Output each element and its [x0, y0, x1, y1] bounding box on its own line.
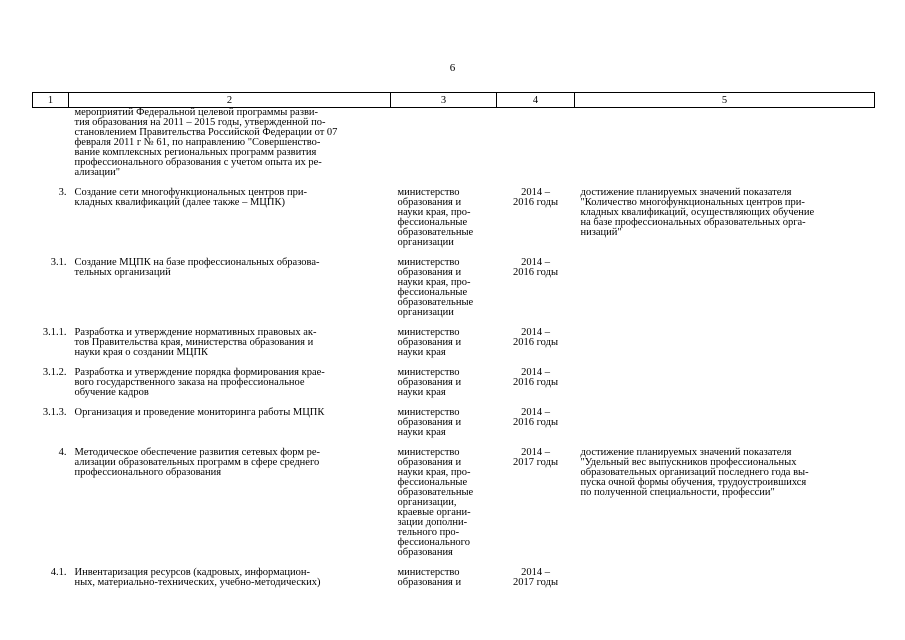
row-period: 2014 – 2017 годы	[512, 447, 558, 468]
row-executor: министерство образования и науки края	[397, 367, 462, 398]
row-number: 3.1.	[50, 257, 67, 268]
row-period: 2014 – 2016 годы	[512, 367, 558, 388]
table-row	[33, 328, 875, 368]
header-col-1: 1	[33, 93, 69, 108]
table-row	[33, 108, 875, 189]
row-result	[575, 328, 875, 368]
row-activity: Разработка и утверждение порядка формирования крае- вого государственного заказа на профессиональное обучение кадров	[74, 367, 325, 398]
row-result	[575, 258, 875, 328]
row-period: 2014 – 2016 годы	[512, 407, 558, 428]
row-activity: Создание МЦПК на базе профессиональных образова- тельных организаций	[74, 257, 320, 278]
header-row	[33, 93, 875, 108]
table-row	[33, 188, 875, 258]
row-executor: министерство образования и науки края, про- фессиональные образовательные организации, краевые органи- зации дополни- тельного про- фессионального образования	[397, 447, 474, 558]
row-executor: министерство образования и	[397, 567, 462, 588]
row-number	[33, 108, 69, 189]
page-number: 6	[449, 62, 456, 74]
row-period: 2014 – 2016 годы	[512, 327, 558, 348]
row-period: 2014 – 2016 годы	[512, 257, 558, 278]
header-col-3: 3	[391, 93, 497, 108]
table-row	[33, 568, 875, 598]
row-result	[575, 568, 875, 598]
row-executor: министерство образования и науки края, про- фессиональные образовательные организации	[397, 257, 474, 318]
row-executor: министерство образования и науки края	[397, 327, 462, 358]
row-number: 3.1.1.	[42, 327, 67, 338]
row-period	[497, 108, 575, 189]
header-col-4: 4	[497, 93, 575, 108]
row-executor: министерство образования и науки края, про- фессиональные образовательные организации	[397, 187, 474, 248]
row-result	[575, 368, 875, 408]
table-row	[33, 448, 875, 568]
row-result: достижение планируемых значений показателя "Количество многофункциональных центров при- кладных квалификаций, осуществляющих обучение на базе профессиональных образовательных орга- низаций"	[580, 187, 815, 238]
row-activity: Методическое обеспечение развития сетевых форм ре- ализации образовательных программ в сфере среднего профессионального образования	[74, 447, 321, 478]
table-row	[33, 368, 875, 408]
plan-table	[32, 92, 875, 598]
row-executor	[391, 108, 497, 189]
row-result	[575, 408, 875, 448]
row-executor: министерство образования и науки края	[397, 407, 462, 438]
header-col-5: 5	[575, 93, 875, 108]
row-activity: Создание сети многофункциональных центров при- кладных квалификаций (далее также – МЦПК)	[74, 187, 307, 208]
row-activity: Разработка и утверждение нормативных правовых ак- тов Правительства края, министерства образования и науки края о создании МЦПК	[74, 327, 317, 358]
row-result: достижение планируемых значений показателя "Удельный вес выпускников профессиональных образовательных организаций последнего года вы- пуска очной формы обучения, трудоустроившихся по полученной специальности, профессии"	[580, 447, 809, 498]
row-period: 2014 – 2017 годы	[512, 567, 558, 588]
row-number: 3.1.3.	[42, 407, 67, 418]
row-number: 4.	[58, 447, 67, 458]
table-row	[33, 258, 875, 328]
row-number: 3.	[58, 187, 67, 198]
table-row	[33, 408, 875, 448]
row-period: 2014 – 2016 годы	[512, 187, 558, 208]
row-result	[575, 108, 875, 189]
row-activity: Инвентаризация ресурсов (кадровых, информацион- ных, материально-технических, учебно-методических)	[74, 567, 321, 588]
row-number: 3.1.2.	[42, 367, 67, 378]
row-activity: мероприятий Федеральной целевой программы разви- тия образования на 2011 – 2015 годы, утвержденной по- становлением Правительства Российской Федерации от 07 февраля 2011 г № 61, по направлению "Совершенство- вание комплексных региональных программ развития профессионального образования с учетом опыта их ре- ализации"	[74, 107, 338, 178]
row-number: 4.1.	[50, 567, 67, 578]
header-col-2: 2	[69, 93, 391, 108]
row-activity: Организация и проведение мониторинга работы МЦПК	[74, 407, 325, 418]
